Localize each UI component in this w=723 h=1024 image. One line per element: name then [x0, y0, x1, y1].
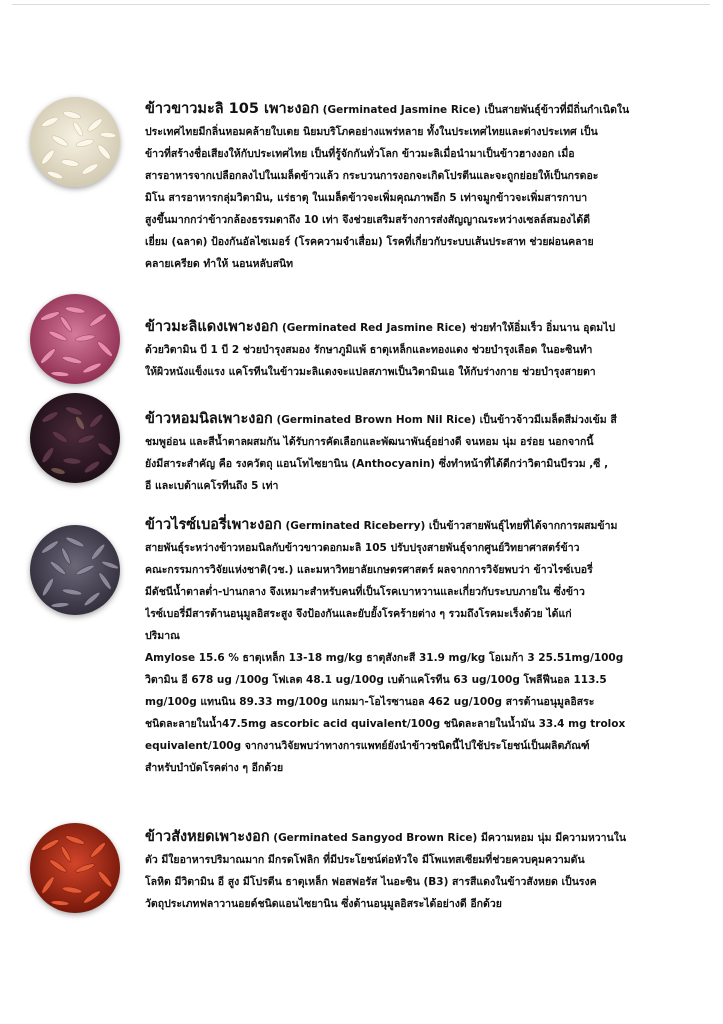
red-jasmine-description: ข้าวมะลิแดงเพาะงอก (Germinated Red Jasmine Rice) ช่วยทำให้อิ่มเร็ว อิ่มนาน อุดมไป ด้วยวิตามิน บี 1 บี 2 ช่วยบำรุงสมอง รักษาภูมิแพ้ ธาตุเหล็กและทองแดง ช่วยบำรุงเลือด ในอะซินทำ ให้ผิวหนังแข็งแรง แคโรทีนในข้าวมะลิแดงจะแปลสภาพเป็นวิตามินเอ ให้กับร่างกาย ช่วยบำรุงสายตา [145, 319, 616, 378]
entry-title: ข้าวไรซ์เบอรี่เพาะงอก [145, 517, 282, 533]
riceberry-description: ข้าวไรซ์เบอรี่เพาะงอก (Germinated Riceberry) เป็นข้าวสายพันธุ์ไทยที่ได้จากการผสมข้าม สายพันธุ์ระหว่างข้าวหอมนิลกับข้าวขาวดอกมะลิ 105 ปรับปรุงสายพันธุ์จากศูนย์วิทยาศาสตร์ข้าว คณะกรรมการวิจัยแห่งชาติ(วช.) และมหาวิทยาลัยเกษตรศาสตร์ ผลจากการวิจัยพบว่า ข้าวไรซ์เบอรี่ มีดัชนีน้ำตาลต่ำ-ปานกลาง จึงเหมาะสำหรับคนที่เป็นโรคเบาหวานและเกี่ยวกับระบบภายใน ซึ่งข้าว ไรซ์เบอรี่มีสารต้านอนุมูลอิสระสูง จึงป้องกันและยับยั้งโรคร้ายต่าง ๆ รวมถึงโรคมะเร็งด้วย ได้แก่ ปริมาณ Amylose 15.6 % ธาตุเหล็ก 13-18 mg/kg ธาตุสังกะสี 31.9 mg/kg โอเมก้า 3 25.51mg/100g วิตามิน อี 678 ug /100g โฟเลต 48.1 ug/100g เบต้าแคโรทีน 63 ug/100g โพลีฟีนอล 113.5 mg/100g แทนนิน 89.33 mg/100g แกมมา-โอไรซานอล 462 ug/100g สารต้านอนุมูลอิสระ ชนิดละลายในน้ำ47.5mg ascorbic acid quivalent/100g ชนิดละลายในน้ำมัน 33.4 mg trolox equivalent/100g จากงานวิจัยพบว่าทางการแพทย์ยังนำข้าวชนิดนี้ไปใช้ประโยชน์เป็นผลิตภัณฑ์ สำหรับบำบัดโรคต่าง ๆ อีกด้วย [145, 517, 626, 774]
entry-english-name: (Germinated Riceberry) [285, 520, 426, 532]
entry-title: ข้าวสังหยดเพาะงอก [145, 829, 270, 845]
entry-english-name: (Germinated Brown Hom Nil Rice) [276, 414, 476, 426]
entry-english-name: (Germinated Sangyod Brown Rice) [273, 832, 478, 844]
entry-title: ข้าวมะลิแดงเพาะงอก [145, 319, 279, 335]
jasmine-rice-photo [30, 97, 120, 187]
sangyod-rice-photo [30, 823, 120, 913]
page-top-rule [12, 4, 710, 5]
red-jasmine-rice-photo [30, 294, 120, 384]
hom-nil-description: ข้าวหอมนิลเพาะงอก (Germinated Brown Hom Nil Rice) เป็นข้าวจ้าวมีเมล็ดสีม่วงเข้ม สี ชมพูอ่อน และสีน้ำตาลผสมกัน ได้รับการคัดเลือกและพัฒนาพันธุ์อย่างดี จนหอม นุ่ม อร่อย นอกจากนี้ ยังมีสาระสำคัญ คือ รงควัตถุ แอนโทไซยานิน (Anthocyanin) ซึ่งทำหน้าที่ได้ดีกว่าวิตามินบีรวม ,ซี , อี และเบต้าแคโรทีนถึง 5 เท่า [145, 411, 617, 492]
riceberry-photo [30, 525, 120, 615]
entry-english-name: (Germinated Red Jasmine Rice) [281, 322, 467, 334]
entry-english-name: (Germinated Jasmine Rice) [322, 104, 481, 116]
sangyod-description: ข้าวสังหยดเพาะงอก (Germinated Sangyod Brown Rice) มีความหอม นุ่ม มีความหวานใน ตัว มีใยอาหารปริมาณมาก มีกรดโฟลิก ที่มีประโยชน์ต่อหัวใจ มีโพแทสเซียมที่ช่วยควบคุมความดัน โลหิต มีวิตามิน อี สูง มีโปรตีน ธาตุเหล็ก ฟอสฟอรัส ไนอะซิน (B3) สารสีแดงในข้าวสังหยด เป็นรงค วัตถุประเภทฟลาวานอยด์ชนิดแอนไซยานิน ซึ่งต้านอนุมูลอิสระได้อย่างดี อีกด้วย [145, 829, 627, 910]
entry-title: ข้าวหอมนิลเพาะงอก [145, 411, 273, 427]
entry-title: ข้าวขาวมะลิ 105 เพาะงอก [145, 101, 319, 117]
hom-nil-rice-photo [30, 393, 120, 483]
jasmine-description: ข้าวขาวมะลิ 105 เพาะงอก (Germinated Jasmine Rice) เป็นสายพันธุ์ข้าวที่มีถิ่นกำเนิดใน ประเทศไทยมีกลิ่นหอมคล้ายใบเตย นิยมบริโภคอย่างแพร่หลาย ทั้งในประเทศไทยและต่างประเทศ เป็น ข้าวที่สร้างชื่อเสียงให้กับประเทศไทย เป็นที่รู้จักกันทั่วโลก ข้าวมะลิเมื่อนำมาเป็นข้าวฮางงอก เมื่อ สารอาหารจากเปลือกลงไปในเมล็ดข้าวแล้ว กระบวนการงอกจะเกิดโปรตีนและจะถูกย่อยให้เป็นกรดอะ มิโน สารอาหารกลุ่มวิตามิน, แร่ธาตุ ในเมล็ดข้าวจะเพิ่มคุณภาพอีก 5 เท่าจมูกข้าวจะเพิ่มสารกาบา สูงขึ้นมากกว่าข้าวกล้องธรรมดาถึง 10 เท่า จึงช่วยเสริมสร้างการส่งสัญญาณระหว่างเซลล์สมองได้ดี เยี่ยม (ฉลาด) ป้องกันอัลไซเมอร์ (โรคความจำเสื่อม) โรคที่เกี่ยวกับระบบเส้นประสาท ช่วยผ่อนคลาย คลายเครียด ทำให้ นอนหลับสนิท [145, 101, 630, 270]
